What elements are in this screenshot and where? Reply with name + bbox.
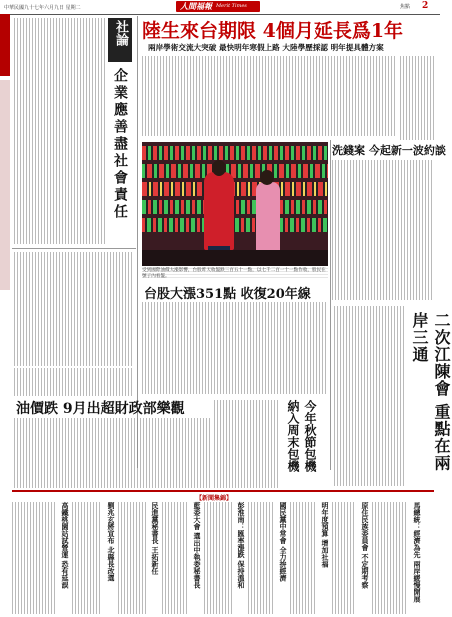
brief-body-4: [162, 502, 188, 614]
person-pink-head: [260, 170, 274, 185]
left-index-strip-2: [0, 80, 10, 290]
brief-item-3: 民進黨秘書長 王拓新任: [151, 502, 160, 575]
editorial-badge: 社論: [113, 20, 128, 46]
oil-headline: 油價跌 9月出超財政部樂觀: [16, 401, 185, 417]
page-number: 2: [422, 1, 429, 11]
editorial-body-2: [14, 252, 134, 366]
person-red-jacket: [204, 172, 234, 250]
side-headline: 洗錢案 今起新一波約談: [332, 144, 446, 157]
editorial-divider: [12, 248, 136, 249]
trading-floor-photo: [142, 142, 328, 266]
brief-item-4: 藍委大會 選出中執委秘書長: [193, 502, 202, 589]
brief-item-1: 高鐵桃園站試營運 恐有延誤: [61, 502, 70, 589]
paper-name: 人間福報: [180, 1, 212, 11]
paper-name-en: Merit Times: [216, 3, 247, 9]
left-index-strip: [0, 14, 10, 76]
brief-body-2: [72, 502, 102, 614]
brief-top-rule: [12, 490, 434, 492]
editorial-title: 企業應善盡社會責任: [112, 68, 128, 221]
brief-body-8: [332, 502, 356, 614]
right-vertical-headline: 二次江陳會 重點在兩岸三通: [410, 312, 451, 472]
editorial-body: [14, 18, 106, 244]
brief-body-9: [372, 502, 408, 614]
brief-body-6: [248, 502, 274, 614]
brief-body-3: [118, 502, 146, 614]
side-body: [332, 160, 434, 300]
brief-item-8: 原住民族委員會 不定期考察: [361, 502, 370, 589]
brief-item-5: 彭淮南：匯率漲跌 保持溫和: [237, 502, 246, 589]
section-name: 焦點: [400, 4, 411, 10]
brief-banner: 【新聞集錦】: [196, 495, 233, 502]
brief-body-5: [204, 502, 232, 614]
person-head: [212, 160, 226, 176]
right-story-body: [334, 306, 404, 486]
holiday-headline: 今年秋節包機 納入周末包機: [286, 400, 317, 472]
brief-item-7: 明年度預算 增加社福: [321, 502, 330, 568]
main-body: [142, 56, 396, 136]
stock-headline: 台股大漲351點 收復20年線: [144, 287, 311, 302]
photo-caption: 受到國際油價大漲影響，台股昨天收盤跌三百五十一點，以七千二百一十一點作收，股民在號子內看盤。: [142, 268, 326, 279]
holiday-body: [214, 400, 280, 488]
masthead: [0, 0, 440, 15]
person-pink: [256, 182, 280, 252]
brief-item-6: 國民黨中常會 全力拚經濟: [279, 502, 288, 582]
column-divider-mid: [330, 140, 331, 470]
main-subhead: 兩岸學術交流大突破 最快明年寒假上路 大陸學歷採認 明年提具體方案: [148, 43, 384, 52]
brief-area: [12, 502, 434, 614]
left-mid-body: [14, 368, 134, 396]
masthead-date: 中華民國九十七年六月九日 星期二: [4, 5, 81, 11]
brief-item-2: 劉兆玄將宣布 北縣長改選: [107, 502, 116, 582]
main-body-right: [400, 56, 434, 140]
stock-body: [142, 302, 328, 394]
brief-item-9: 馬總統：經濟為先 兩岸緩慢開展: [413, 502, 422, 603]
oil-body: [14, 418, 210, 488]
brief-body-7: [290, 502, 316, 614]
brief-body-1: [12, 502, 56, 614]
main-headline: 陸生來台期限 4個月延長爲1年: [142, 20, 404, 42]
